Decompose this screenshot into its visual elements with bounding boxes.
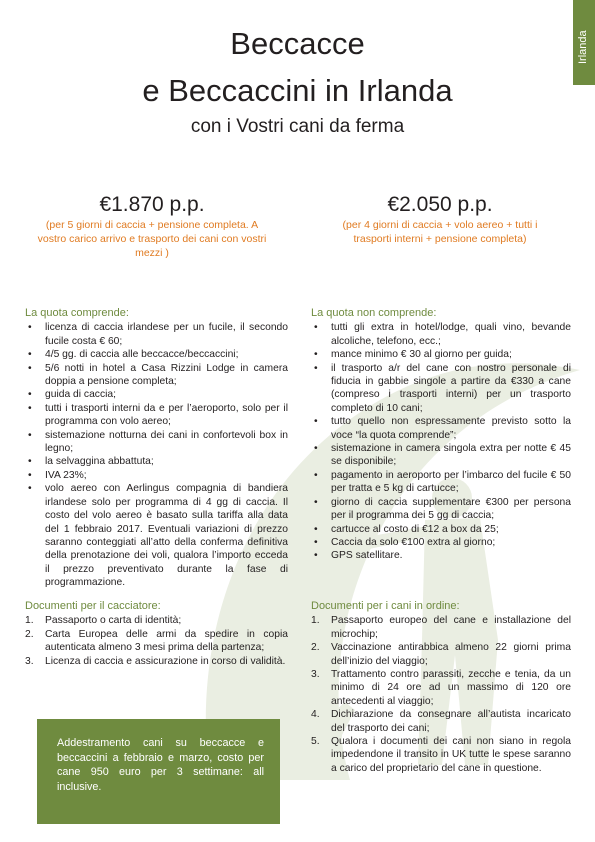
list-item-number: 1. (25, 615, 34, 627)
list-item: • tutto quello non espressamente previsto sotto la voce “la quota comprende”; (311, 415, 571, 442)
list-item (311, 641, 571, 668)
page-title-line1: Beccacce (230, 26, 365, 61)
list-item: • pagamento in aeroporto per l’imbarco del fucile € 50 per tratta e 5 kg di cartucce; (311, 469, 571, 496)
offer-right-note: (per 4 giorni di caccia + volo aereo + tutti i trasporti interni + pensione completa) (342, 219, 538, 245)
page-subtitle: con i Vostri cani da ferma (190, 116, 405, 137)
list-item (311, 708, 571, 735)
list-item: • GPS satellitare. (311, 549, 571, 562)
offer-right (330, 192, 550, 246)
excludes-heading: La quota non comprende: (311, 307, 437, 319)
list-item-number: 2. (25, 628, 34, 640)
list-item: • Caccia da solo €100 extra al giorno; (311, 536, 571, 549)
list-item: • mance minimo € 30 al giorno per guida; (311, 348, 571, 361)
list-item-text: Qualora i documenti dei cani non siano in regola impedendone il transito in UK tutte le spese saranno a carico del proprietario del cane in questione. (331, 736, 571, 774)
list-item (25, 655, 288, 668)
hunter-documents-list (25, 614, 288, 668)
includes-list (25, 321, 288, 589)
list-item (25, 614, 288, 627)
hunter-documents-heading: Documenti per il cacciatore: (25, 600, 161, 612)
list-item: • licenza di caccia irlandese per un fucile, il secondo fucile costa € 60; (25, 321, 288, 348)
list-item: • cartucce al costo di €12 a box da 25; (311, 523, 571, 536)
offer-left-note: (per 5 giorni di caccia + pensione completa. A vostro carico arrivo e trasporto dei cani con vostri mezzi ) (37, 219, 267, 259)
list-item: • IVA 23%; (25, 469, 288, 482)
list-item-text: Passaporto europeo del cane e installazione del microchip; (331, 615, 571, 640)
list-item-text: Dichiarazione da consegnare all’autista incaricato del trasporto dei cani; (331, 709, 571, 734)
dog-documents-list (311, 614, 571, 775)
list-item-number: 2. (311, 642, 320, 654)
training-info-box (37, 719, 280, 824)
hunter-documents-section (25, 600, 288, 668)
page-title-line2: e Beccaccini in Irlanda (142, 73, 453, 108)
list-item-text: Carta Europea delle armi da spedire in copia autenticata almeno 3 mesi prima della partenza; (45, 628, 288, 654)
includes-section (25, 307, 288, 590)
dog-documents-heading: Documenti per i cani in ordine: (311, 600, 460, 612)
excludes-list (311, 321, 571, 562)
list-item (311, 735, 571, 775)
list-item: • sistemazione notturna dei cani in confortevoli box in legno; (25, 429, 288, 456)
list-item-text: Passaporto o carta di identità; (45, 615, 182, 627)
list-item-number: 3. (25, 655, 34, 667)
list-item: • giorno di caccia supplementare €300 per persona per il programma dei 5 gg di caccia; (311, 496, 571, 523)
list-item: • sistemazione in camera singola extra per notte € 45 se disponibile; (311, 442, 571, 469)
list-item-number: 5. (311, 736, 320, 748)
list-item-text: Vaccinazione antirabbica almeno 22 giorni prima dell’inizio del viaggio; (331, 642, 571, 667)
list-item-number: 1. (311, 615, 320, 627)
list-item: • il trasporto a/r del cane con nostro personale di fiducia in gabbie singole a partire da €330 a cane (compreso i trasporti interni) per un trasporto completo di 10 cani; (311, 362, 571, 416)
list-item: • 4/5 gg. di caccia alle beccacce/beccaccini; (25, 348, 288, 361)
excludes-section (311, 307, 571, 563)
section-tab-label: Irlanda (577, 30, 589, 64)
list-item (311, 614, 571, 641)
training-info-text: Addestramento cani su beccacce e beccaccini a febbraio e marzo, costo per cane 950 euro per 3 settimane: all inclusive. (57, 737, 264, 793)
list-item: • la selvaggina abbattuta; (25, 455, 288, 468)
list-item: • tutti gli extra in hotel/lodge, quali vino, bevande alcoliche, telefono, ecc.; (311, 321, 571, 348)
list-item: • tutti i trasporti interni da e per l’aeroporto, solo per il programma con volo aereo; (25, 402, 288, 429)
includes-heading: La quota comprende: (25, 307, 129, 319)
dog-documents-section (311, 600, 571, 775)
offer-left-price: €1.870 p.p. (99, 193, 205, 216)
list-item: • 5/6 notti in hotel a Casa Rizzini Lodge in camera doppia a pensione completa; (25, 362, 288, 389)
list-item: • volo aereo con Aerlingus compagnia di bandiera irlandese solo per programma di 4 gg di caccia. Il costo del volo aereo è basato sulla tariffa alla data del 1 febbraio 2017. Eventuali variazioni di prezzo saranno conteggiati all’atto della conferma definitiva della prenotazione dei voli, qualora l’importo ecceda il prezzo preventivato durante la fase di programmazione. (25, 482, 288, 589)
list-item-number: 4. (311, 709, 320, 721)
list-item: • guida di caccia; (25, 388, 288, 401)
list-item-text: Trattamento contro parassiti, zecche e tenia, da un minimo di 24 ore ad un massimo di 120 ore antecedenti al viaggio; (331, 669, 571, 707)
list-item (25, 628, 288, 655)
offer-right-price: €2.050 p.p. (387, 193, 493, 216)
list-item-number: 3. (311, 669, 320, 681)
offer-left (32, 192, 272, 260)
list-item (311, 668, 571, 708)
list-item-text: Licenza di caccia e assicurazione in corso di validità. (45, 655, 286, 667)
